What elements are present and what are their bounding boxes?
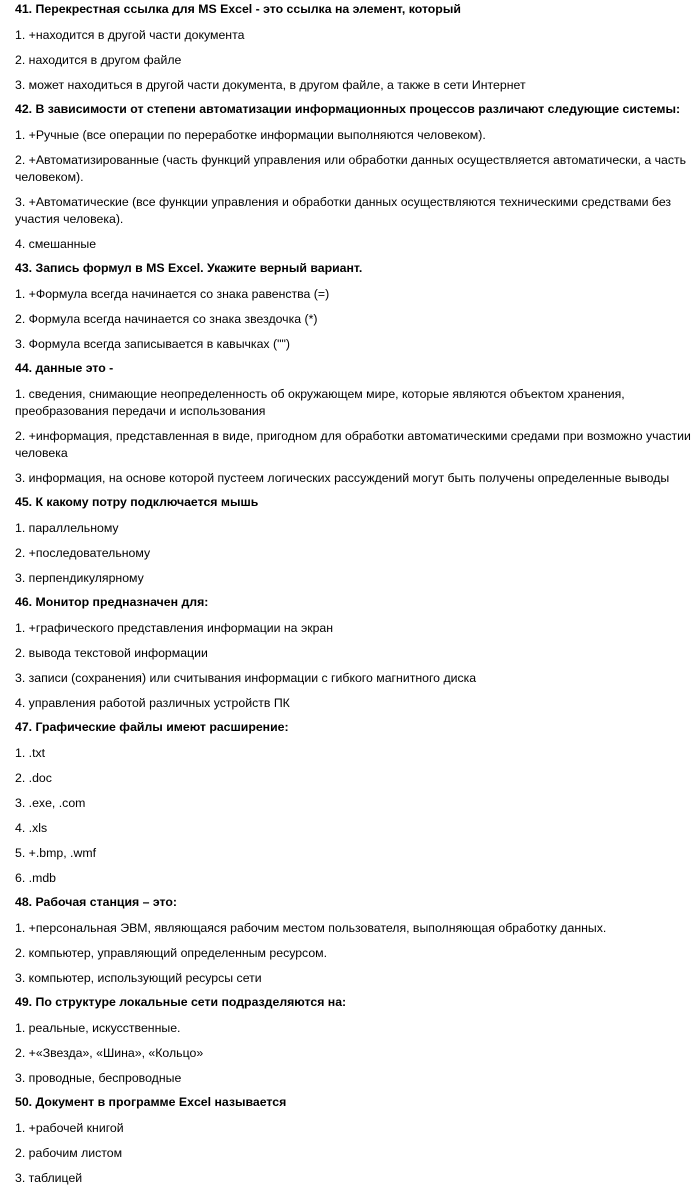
answer-option: 3. перпендикулярному <box>15 571 144 585</box>
answer-option: 3. Формула всегда записывается в кавычках ("") <box>15 337 290 351</box>
question-block <box>15 2 694 94</box>
question-title: 46. Монитор предназначен для: <box>15 595 209 609</box>
question-title: 48. Рабочая станция – это: <box>15 895 177 909</box>
answer-option: 1. параллельному <box>15 521 119 535</box>
answer-option: 3. проводные, беспроводные <box>15 1071 182 1085</box>
answer-option: 2. +информация, представленная в виде, пригодном для обработки автоматическими средами при возможно участии человека <box>15 429 691 460</box>
answer-option: 2. находится в другом файле <box>15 53 182 67</box>
answer-option: 3. .exe, .com <box>15 796 86 810</box>
answer-option: 4. управления работой различных устройств ПК <box>15 696 290 710</box>
answer-option: 2. +Автоматизированные (часть функций управления или обработки данных осуществляется автоматически, а часть человеком). <box>15 153 687 184</box>
question-title: 41. Перекрестная ссылка для MS Excel - это ссылка на элемент, который <box>15 2 461 16</box>
answer-option: 1. +Формула всегда начинается со знака равенства (=) <box>15 287 330 301</box>
answer-option: 4. смешанные <box>15 237 97 251</box>
answer-option: 2. +последовательному <box>15 546 151 560</box>
answer-option: 3. компьютер, использующий ресурсы сети <box>15 971 262 985</box>
answer-option: 2. компьютер, управляющий определенным ресурсом. <box>15 946 328 960</box>
answer-option: 1. реальные, искусственные. <box>15 1021 181 1035</box>
answer-option: 1. +находится в другой части документа <box>15 28 245 42</box>
question-title: 44. данные это - <box>15 361 114 375</box>
question-block <box>15 720 694 887</box>
question-title: 45. К какому потру подключается мышь <box>15 495 259 509</box>
answer-option: 1. сведения, снимающие неопределенность об окружающем мире, которые являются объектом хранения, преобразования передачи и использования <box>15 387 625 418</box>
answer-option: 2. вывода текстовой информации <box>15 646 208 660</box>
question-title: 50. Документ в программе Excel называется <box>15 1095 287 1109</box>
answer-option: 2. Формула всегда начинается со знака звездочка (*) <box>15 312 318 326</box>
answer-option: 2. рабочим листом <box>15 1146 123 1160</box>
question-block <box>15 995 694 1087</box>
answer-option: 3. записи (сохранения) или считывания информации с гибкого магнитного диска <box>15 671 477 685</box>
answer-option: 3. может находиться в другой части документа, в другом файле, а также в сети Интернет <box>15 78 526 92</box>
question-block <box>15 102 694 253</box>
question-block <box>15 495 694 587</box>
question-block <box>15 1095 694 1187</box>
answer-option: 2. .doc <box>15 771 52 785</box>
answer-option: 5. +.bmp, .wmf <box>15 846 96 860</box>
question-title: 47. Графические файлы имеют расширение: <box>15 720 289 734</box>
question-block <box>15 895 694 987</box>
question-title: 43. Запись формул в MS Excel. Укажите верный вариант. <box>15 261 363 275</box>
question-block <box>15 261 694 353</box>
answer-option: 1. +рабочей книгой <box>15 1121 124 1135</box>
answer-option: 3. информация, на основе которой пустеем логических рассуждений могут быть получены определенные выводы <box>15 471 670 485</box>
answer-option: 1. +Ручные (все операции по переработке информации выполняются человеком). <box>15 128 486 142</box>
answer-option: 6. .mdb <box>15 871 57 885</box>
answer-option: 4. .xls <box>15 821 48 835</box>
answer-option: 3. +Автоматические (все функции управления и обработки данных осуществляются техническими средствами без участия человека). <box>15 195 672 226</box>
answer-option: 1. +персональная ЭВМ, являющаяся рабочим местом пользователя, выполняющая обработку данных. <box>15 921 607 935</box>
answer-option: 1. .txt <box>15 746 46 760</box>
question-title: 42. В зависимости от степени автоматизации информационных процессов различают следующие системы: <box>15 102 681 116</box>
answer-option: 3. таблицей <box>15 1171 83 1185</box>
answer-option: 2. +«Звезда», «Шина», «Кольцо» <box>15 1046 204 1060</box>
answer-option: 1. +графического представления информации на экран <box>15 621 334 635</box>
question-title: 49. По структуре локальные сети подразделяются на: <box>15 995 347 1009</box>
question-block <box>15 361 694 487</box>
question-block <box>15 595 694 712</box>
